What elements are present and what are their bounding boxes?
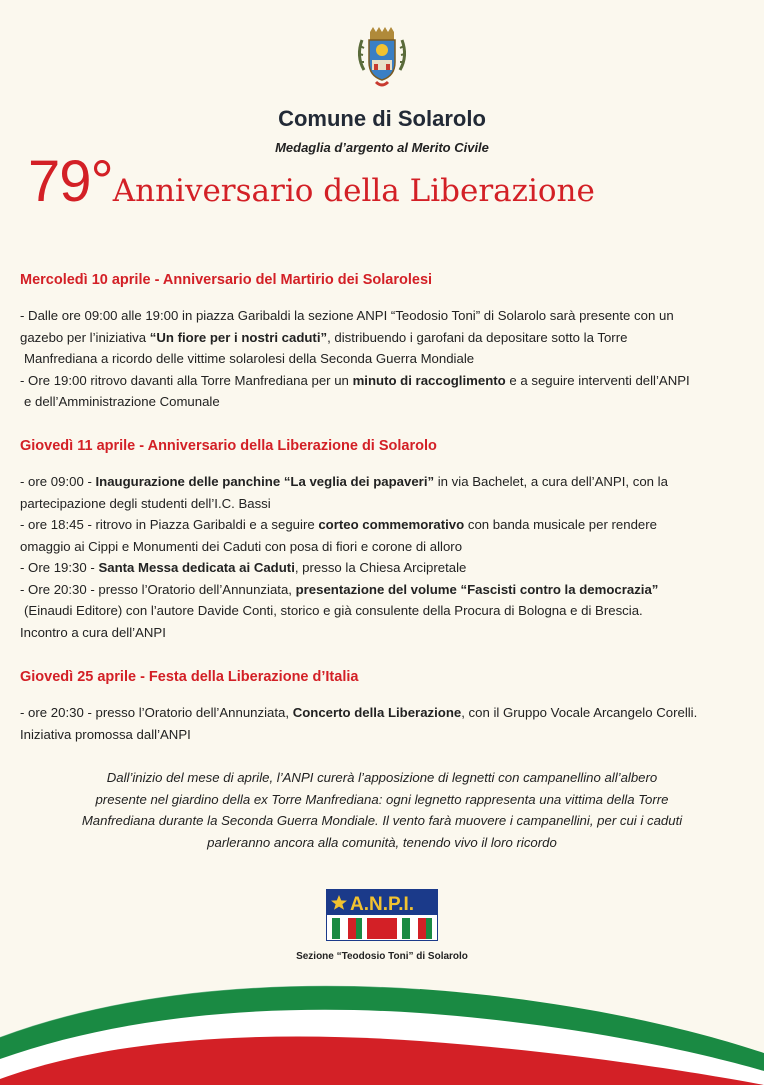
text-line: omaggio ai Cippi e Monumenti dei Caduti con posa di fiori e corone di alloro [20, 538, 463, 554]
section-body-10-aprile [20, 305, 744, 413]
comune-title: Comune di Solarolo [278, 106, 486, 131]
anniversary-title: Anniversario della Liberazione [112, 173, 595, 209]
text-line: Manfrediana a ricordo delle vittime solarolesi della Seconda Guerra Mondiale [24, 351, 475, 366]
coat-of-arms-icon [354, 26, 410, 90]
text-line: (Einaudi Editore) con l’autore Davide Conti, storico e già consulente della Procura di Bologna e di Brescia. [24, 603, 643, 618]
text-line: Iniziativa promossa dall’ANPI [20, 726, 191, 742]
section-title-25-aprile: Giovedì 25 aprile - Festa della Liberazione d’Italia [20, 669, 359, 685]
text-line: partecipazione degli studenti dell’I.C. Bassi [20, 495, 271, 511]
text-line: - Ore 19:30 - Santa Messa dedicata ai Caduti, presso la Chiesa Arcipretale [20, 560, 467, 575]
closing-line: parleranno ancora alla comunità, tenendo vivo il loro ricordo [207, 834, 557, 850]
medaglia-subtitle: Medaglia d’argento al Merito Civile [275, 140, 489, 155]
closing-line: Manfrediana durante la Seconda Guerra Mondiale. Il vento farà muovere i campanellini, per cui i caduti [81, 813, 683, 828]
text-line: - Ore 20:30 - presso l’Oratorio dell’Annunziata, presentazione del volume “Fascisti contro la democrazia” [20, 581, 659, 597]
anniversary-heading [28, 148, 595, 215]
anniversary-number: 79° [28, 149, 113, 214]
closing-line: Dall’inizio del mese di aprile, l’ANPI curerà l’apposizione di legnetti con campanellino all’albero [106, 770, 658, 785]
text-line: - Ore 19:00 ritrovo davanti alla Torre Manfrediana per un minuto di raccoglimento e a seguire interventi dell’ANPI [20, 372, 690, 388]
closing-line: presente nel giardino della ex Torre Manfrediana: ogni legnetto rappresenta una vittima della Torre [95, 791, 669, 807]
text-line: gazebo per l’iniziativa “Un fiore per i nostri caduti”, distribuendo i garofani da depositare sotto la Torre [20, 329, 628, 345]
text-line: - ore 20:30 - presso l’Oratorio dell’Annunziata, Concerto della Liberazione, con il Gruppo Vocale Arcangelo Corelli. [20, 705, 698, 720]
anpi-logo-text: A.N.P.I. [350, 894, 415, 915]
section-title-10-aprile: Mercoledì 10 aprile - Anniversario del Martirio dei Solarolesi [20, 272, 433, 288]
section-body-25-aprile [20, 702, 744, 745]
closing-paragraph [40, 767, 724, 853]
text-line: - Dalle ore 09:00 alle 19:00 in piazza Garibaldi la sezione ANPI “Teodosio Toni” di Solarolo sarà presente con un [20, 308, 674, 323]
sezione-label: Sezione “Teodosio Toni” di Solarolo [296, 951, 468, 962]
text-line: Incontro a cura dell’ANPI [20, 624, 166, 640]
anpi-logo [326, 889, 438, 941]
tricolor-wave [0, 975, 764, 1085]
text-line: - ore 18:45 - ritrovo in Piazza Garibaldi e a seguire corteo commemorativo con banda musicale per rendere [20, 517, 657, 532]
text-line: e dell’Amministrazione Comunale [24, 394, 220, 409]
section-title-11-aprile: Giovedì 11 aprile - Anniversario della Liberazione di Solarolo [20, 438, 437, 454]
section-body-11-aprile [20, 471, 744, 643]
text-line: - ore 09:00 - Inaugurazione delle panchine “La veglia dei papaveri” in via Bachelet, a cura dell’ANPI, con la [20, 474, 668, 489]
